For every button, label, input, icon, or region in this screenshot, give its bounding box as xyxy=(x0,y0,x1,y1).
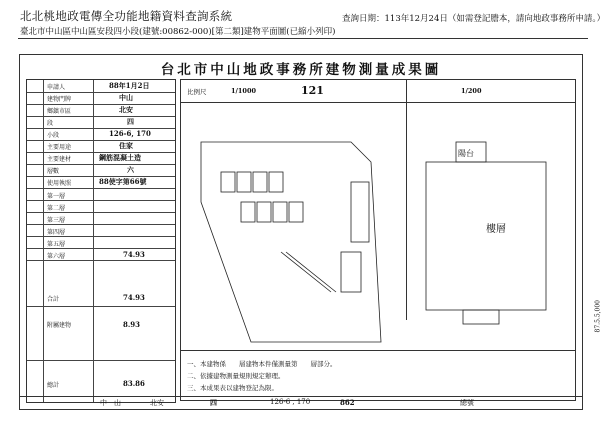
grand-total-label: 總計 xyxy=(47,382,60,389)
plan-number: 121 xyxy=(301,84,324,97)
footer-sheet-label: 總號 xyxy=(460,399,474,407)
note-1: 一、本建物係 層建物本件僅測量第 層部分。 xyxy=(187,360,337,368)
footer-subsection: 126-6 , 170 xyxy=(270,398,311,406)
annex-area: 8.93 xyxy=(123,320,141,329)
site-plan-drawing xyxy=(181,102,577,350)
form-label: 申請人 xyxy=(47,84,66,91)
form-value: 六 xyxy=(127,165,134,174)
form-label: 主要用途 xyxy=(47,144,72,151)
form-label: 段 xyxy=(47,120,54,127)
floor-label: 第二層 xyxy=(47,205,66,212)
floor-label: 第六層 xyxy=(47,253,66,260)
form-label: 主要建材 xyxy=(47,156,72,163)
form-label: 鄉鎮市區 xyxy=(47,108,72,115)
floor-label: 第五層 xyxy=(47,241,66,248)
header-title: 北北桃地政電傳全功能地籍資料查詢系統 xyxy=(20,9,233,23)
header-subtitle: 臺北市中山區中山區安段四小段(建號:00862-000)[第二類]建物平面圖(已縮小列印) xyxy=(20,27,336,37)
footer-section-num: 四 xyxy=(210,398,217,407)
floor-label: 第一層 xyxy=(47,193,66,200)
sheet-title: 台北市中山地政事務所建物測量成果圖 xyxy=(160,62,442,78)
floor-label: 第四層 xyxy=(47,229,66,236)
form-value: 鋼筋混凝土造 xyxy=(99,153,141,162)
form-label: 使用執照 xyxy=(47,180,72,187)
balcony-label: 陽台 xyxy=(458,149,474,158)
note-3: 三、本成果表以建物登記為限。 xyxy=(187,384,278,392)
plan-area xyxy=(180,79,576,401)
form-value: 88使字第66號 xyxy=(99,177,147,186)
plan-header xyxy=(181,80,575,103)
building-label: 樓層 xyxy=(486,224,506,235)
left-form xyxy=(26,79,176,403)
form-value: 北安 xyxy=(119,105,133,114)
form-value: 中山 xyxy=(119,93,133,102)
form-label: 層數 xyxy=(47,168,60,175)
floor-area: 74.93 xyxy=(123,250,145,259)
side-mark: 87.5.5,000 xyxy=(594,300,601,333)
total-label: 合計 xyxy=(47,296,60,303)
header-rule xyxy=(18,38,588,39)
query-date: 查詢日期：113年12月24日（如需登記謄本，請向地政事務所申請。） xyxy=(342,14,605,24)
total-area: 74.93 xyxy=(123,293,145,302)
note-2: 二、依據建物測量規則規定辦理。 xyxy=(187,372,285,380)
floor-label: 第三層 xyxy=(47,217,66,224)
scale-label: 比例尺 xyxy=(187,88,207,96)
form-value: 四 xyxy=(127,117,134,126)
form-value: 住家 xyxy=(119,141,133,150)
footer-section: 北安 xyxy=(150,399,164,407)
form-label: 小段 xyxy=(47,132,60,139)
annex-label: 附屬建物 xyxy=(47,322,72,329)
footer-building-no: 862 xyxy=(340,398,355,407)
sheet-footer xyxy=(20,396,582,409)
scale-value: 1/1000 xyxy=(231,87,256,95)
form-value: 126-6, 170 xyxy=(109,129,151,138)
plan-scale-value: 1/200 xyxy=(461,87,482,95)
form-label: 建物門牌 xyxy=(47,96,72,103)
survey-sheet xyxy=(19,54,583,410)
form-value: 88年1月2日 xyxy=(109,81,150,90)
grand-total-area: 83.86 xyxy=(123,379,145,388)
footer-city: 中 山 xyxy=(100,399,121,407)
